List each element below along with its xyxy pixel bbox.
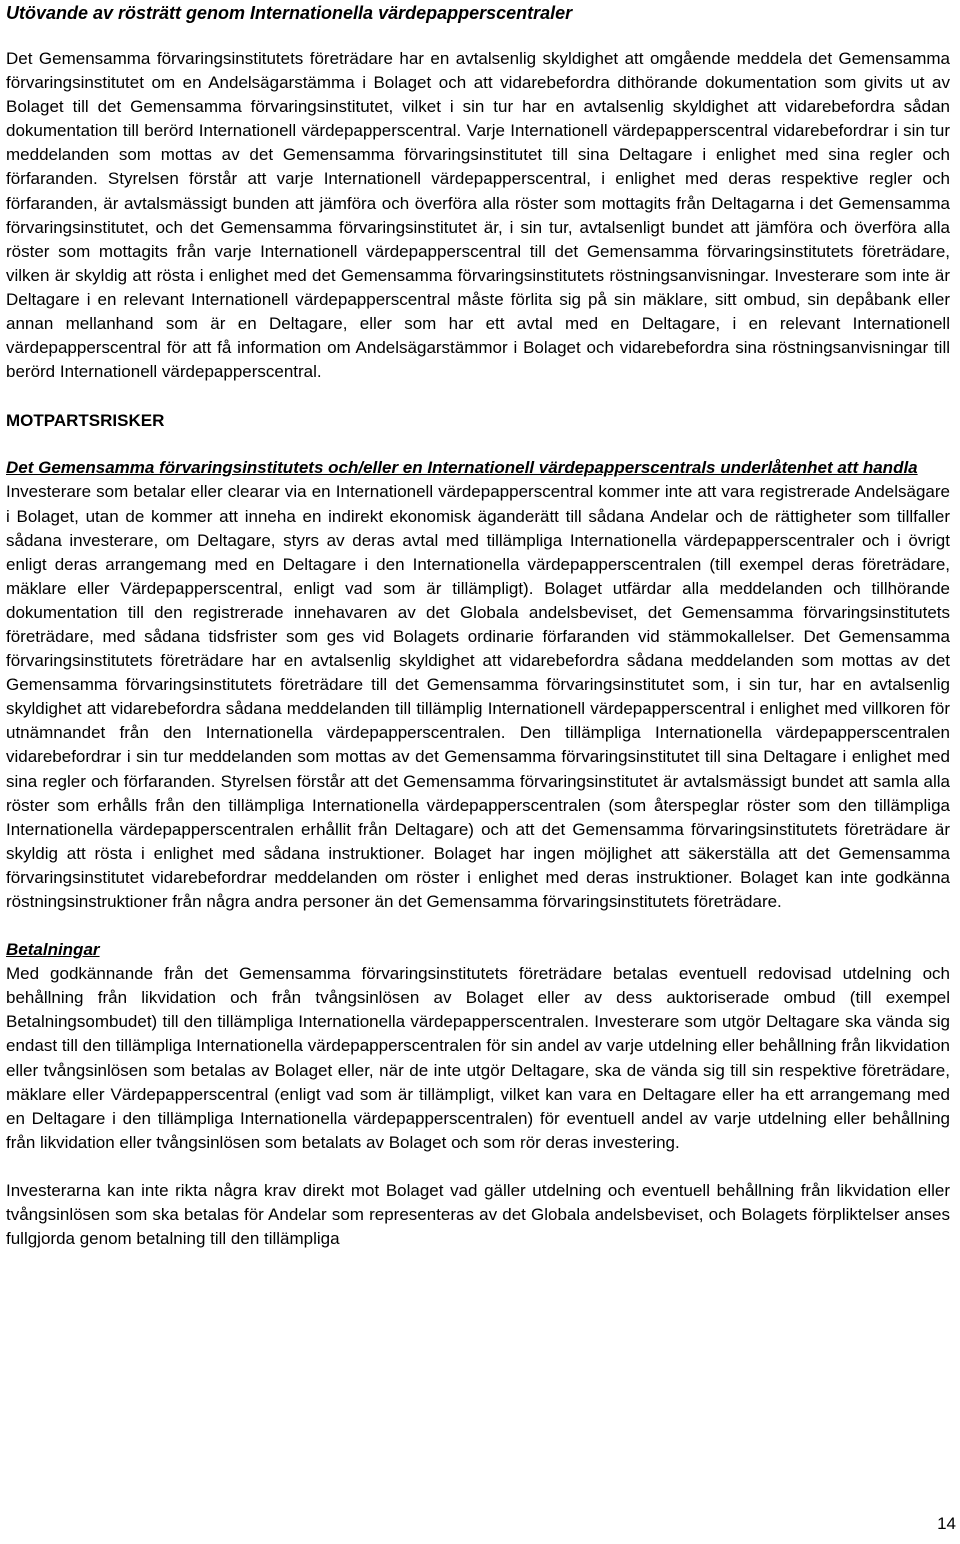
document-page <box>6 0 950 1251</box>
section-title: MOTPARTSRISKER <box>6 411 165 431</box>
page-number: 14 <box>937 1514 956 1533</box>
paragraph-voting-rights: Det Gemensamma förvaringsinstitutets företrädare har en avtalsenlig skyldighet att omgående meddela det Gemensamma förvaringsinstitutet om en Andelsägarstämma i Bolaget och att vidarebefordra dithörande dokumentation som givits ut av Bolaget till det Gemensamma förvaringsinstitutet, vilket i sin tur har en avtalsenlig skyldighet att vidarebefordra sådan dokumentation till berörd Internationell värdepapperscentral. Varje Internationell värdepapperscentral vidarebefordrar i sin tur meddelanden som mottas av det Gemensamma förvaringsinstitutet till sina Deltagare i enlighet med sina regler och förfaranden. Styrelsen förstår att varje Internationell värdepapperscentral, i enlighet med deras respektive regler och förfaranden, är avtalsmässigt bunden att jämföra och överföra alla röster som mottagits från Deltagarna i det Gemensamma förvaringsinstitutet, och det Gemensamma förvaringsinstitutet är, i sin tur, avtalsenligt bundet att jämföra och överföra alla röster som mottagits från varje Internationell värdepapperscentral till det Gemensamma förvaringsinstitutets företrädare, vilken är skyldig att rösta i enlighet med det Gemensamma förvaringsinstitutets röstningsanvisningar. Investerare som inte är Deltagare i en relevant Internationell värdepapperscentral måste förlita sig på sin mäklare, sitt ombud, sin depåbank eller annan mellanhand som är en Deltagare, eller som har ett avtal med en Deltagare, i en relevant Internationell värdepapperscentral för att få information om Andelsägarstämmor i Bolaget och vidarebefordra sina röstningsanvisningar till berörd Internationell värdepapperscentral. <box>6 49 950 382</box>
subsection-title-payments <box>6 938 950 962</box>
subsection-title-text: Det Gemensamma förvaringsinstitutets och/eller en Internationell värdepapperscentrals underlåtenhet att handla <box>6 458 918 478</box>
paragraph-counterparty-risks: Investerare som betalar eller clearar via en Internationell värdepapperscentral kommer inte att vara registrerade Andelsägare i Bolaget, utan de kommer att inneha en indirekt ekonomisk äganderätt till sådana Andelar och de rättigheter som tillfaller sådana investerare, om Deltagare, styrs av deras avtal med tillämpliga Internationella värdepapperscentraler och i övrigt enligt deras arrangemang med en Deltagare i den Internationella värdepapperscentralen (till exempel deras företrädare, mäklare eller Värdepapperscentral, enligt vad som är tillämpligt). Bolaget utfärdar alla meddelanden och tillhörande dokumentation till den registrerade innehavaren av det Globala andelsbeviset, det Gemensamma förvaringsinstitutets företrädare, med sådana tidsfrister som ges vid Bolagets ordinarie förfaranden vid stämmokallelser. Det Gemensamma förvaringsinstitutets företrädare har en avtalsenlig skyldighet att vidarebefordra sådana meddelanden som mottas av det Gemensamma förvaringsinstitutets företrädare till det Gemensamma förvaringsinstitutet som, i sin tur, har en avtalsenlig skyldighet att vidarebefordra sådana meddelanden till tillämplig Internationell värdepapperscentral i enlighet med villkoren för utnämnandet från den Internationella värdepapperscentralen. Den tillämpliga Internationella värdepapperscentralen vidarebefordrar i sin tur meddelanden som mottas av det Gemensamma förvaringsinstitutet till sina Deltagare i enlighet med sina regler och förfaranden. Styrelsen förstår att det Gemensamma förvaringsinstitutet är avtalsmässigt bundet att samla alla röster som erhålls från den tillämpliga Internationella värdepapperscentralen (som återspeglar röster som den tillämpliga Internationella värdepapperscentralen erhållit från Deltagare) och att det Gemensamma förvaringsinstitutets företrädare är skyldig att rösta i enlighet med sådana instruktioner. Bolaget har ingen möjlighet att säkerställa att det Gemensamma förvaringsinstitutet vidarebefordrar meddelanden om röster i enlighet med deras instruktioner. Bolaget kan inte godkänna röstningsinstruktioner från några andra personer än det Gemensamma förvaringsinstitutets företrädare. <box>6 482 950 911</box>
paragraph-payments: Med godkännande från det Gemensamma förvaringsinstitutets företrädare betalas eventuell redovisad utdelning och behållning från likvidation och från tvångsinlösen av Bolaget eller av dess auktoriserade ombud (till exempel Betalningsombudet) till den tillämpliga Internationella värdepapperscentralen. Investerare som utgör Deltagare ska vända sig endast till den tillämpliga Internationella värdepapperscentralen för sin andel av varje utdelning eller behållning från likvidation eller tvångsinlösen som betalas av Bolaget eller, när de inte utgör Deltagare, ska de vända sig till sin respektive företrädare, mäklare eller Värdepapperscentral (enligt vad som är tillämpligt, vilket kan vara en Deltagare eller ha ett arrangemang med en Deltagare i den tillämpliga Internationella värdepapperscentralen) för eventuell andel av varje utdelning eller behållning från likvidation eller tvångsinlösen som betalats av Bolaget och som rör deras investering. <box>6 964 950 1152</box>
subsection-title-failure-to-act <box>6 456 950 480</box>
paragraph-investor-claims: Investerarna kan inte rikta några krav direkt mot Bolaget vad gäller utdelning och eventuell behållning från likvidation eller tvångsinlösen som ska betalas för Andelar som representeras av det Globala andelsbeviset, och Bolagets förpliktelser anses fullgjorda genom betalning till den tillämpliga <box>6 1180 950 1249</box>
subsection-title-payments-text: Betalningar <box>6 940 100 960</box>
section-heading: Utövande av rösträtt genom Internationella värdepapperscentraler <box>6 3 573 23</box>
